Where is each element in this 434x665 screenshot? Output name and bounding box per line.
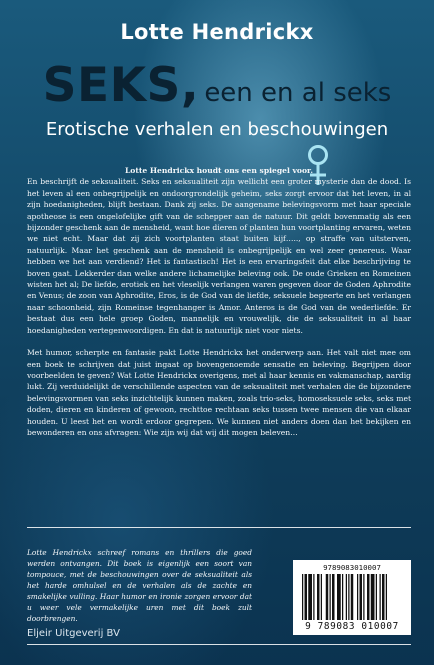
barcode-bar: [302, 574, 303, 620]
divider-bottom: [27, 644, 411, 645]
barcode-bar: [386, 574, 387, 620]
barcode-bars: [302, 574, 402, 620]
title-rest: een en al seks: [204, 78, 392, 108]
barcode-bar: [337, 574, 341, 620]
barcode-bar: [382, 574, 385, 620]
barcode-bar: [376, 574, 377, 620]
barcode-bar: [332, 574, 335, 620]
barcode-bar: [308, 574, 312, 620]
barcode-bar: [371, 574, 375, 620]
author-note: Lotte Hendrickx schreef romans en thrillers die goed werden ontvangen. Dit boek is eigenlijk een soort van tompouce, met de beschouwingen over de seksualiteit als het harde omhulsel en de verhalen als de zachte en smakelijke vulling. Haar humor en ironie zorgen ervoor dat u weer vele vermakelijke uren met dit boek zult doorbrengen.: [27, 548, 252, 623]
barcode-bar: [348, 574, 349, 620]
barcode-bar: [342, 574, 343, 620]
blurb-paragraph-2: Met humor, scherpte en fantasie pakt Lotte Hendrickx het onderwerp aan. Het valt niet mee om een boek te schrijven dat juist ingaat op bovengenoemde sensatie en beleving. Begrijpen door voorbeelden te geven? Wat Lotte Hendrickx overigens, met al haar kennis en vakmanschap, aardig lukt. Zij verduidelijkt de verschillende aspecten van de seksualiteit met verhalen die de bijzondere belevingsvormen van seks inzichtelijk kunnen maken, zoals trio-seks, homoseksuele seks, seks met doden, dieren en kinderen of gewoon, rechttoe rechtaan seks tussen twee mensen die van elkaar houden. U leest het en wordt erdoor gegrepen. We kunnen niet anders doen dan het bekijken en bewonderen en ons afvragen: Wie zijn wij dat wij dit mogen beleven…: [27, 348, 411, 437]
barcode-bar: [357, 574, 358, 620]
blurb-lead: Lotte Hendrickx houdt ons een spiegel voor.: [124, 166, 314, 175]
blurb-paragraph-1-text: En beschrijft de seksualiteit. Seks en seksualiteit zijn wellicht een groter mysterie dan de dood. Is het leven al een onbegrijpelijk en ondoorgrondelijk geheim, seks zorgt ervoor dat het leven, in al zijn hoedanigheden, blijft bestaan. Dank zij seks. De aangename belevingsvorm met haar speciale apotheose is een ongelofelijke gift van de schepper aan de natuur. Dit geldt bovenmatig als een bijzonder geschenk aan de mensheid, want hoe dieren of planten hun voortplanting ervaren, weten we niet echt. Maar dat zij zich voortplanten staat buiten kijf….., op straffe van uitsterven, natuurlijk. Maar het geschenk aan de mensheid is onbegrijpelijk en wel zeer genereus. Waar hebben we het aan verdiend? Het is fantastisch! Het is een ervaringsfeit dat elke beschrijving te boven gaat. Lekkerder dan welke andere lichamelijke beleving ook. De oude Grieken en Romeinen wisten het al; De liefde, erotiek en het vleselijk verlangen waren gegeven door de Goden Aphrodite en Venus; de zoon van Aphrodite, Eros, is de God van de liefde, seksuele begeerte en het verlangen naar schoonheid, zijn Romeinse tegenhanger is Amor. Anteros is de God van de wederliefde. Er bestaat dus een hele groep Goden, mannelijk en vrouwelijk, die de seksualiteit in al haar hoedanigheden vertegenwoordigen. En dat is natuurlijk niet voor niets.: [27, 177, 411, 335]
divider-top: [27, 527, 411, 528]
barcode-bar: [351, 574, 354, 620]
isbn-barcode: [293, 560, 411, 635]
barcode-bar: [380, 574, 381, 620]
barcode-bar: [326, 574, 329, 620]
barcode-bar: [330, 574, 331, 620]
barcode-bar: [317, 574, 320, 620]
barcode-bar: [346, 574, 347, 620]
barcode-bar: [367, 574, 370, 620]
author-name: Lotte Hendrickx: [120, 20, 314, 44]
blurb-text: [27, 165, 411, 449]
barcode-bar: [313, 574, 314, 620]
book-subtitle: Erotische verhalen en beschouwingen: [45, 119, 389, 140]
barcode-bar: [363, 574, 364, 620]
title-main: SEKS,: [42, 58, 200, 113]
publisher-name: Eljeir Uitgeverij BV: [27, 628, 120, 639]
barcode-bar: [360, 574, 363, 620]
barcode-bar: [321, 574, 322, 620]
isbn-number-top: 9789083010007: [323, 563, 381, 572]
book-title: [0, 58, 434, 113]
isbn-number-bottom: 9 789083 010007: [305, 621, 399, 632]
barcode-bar: [305, 574, 308, 620]
blurb-paragraph-1: [27, 165, 411, 336]
